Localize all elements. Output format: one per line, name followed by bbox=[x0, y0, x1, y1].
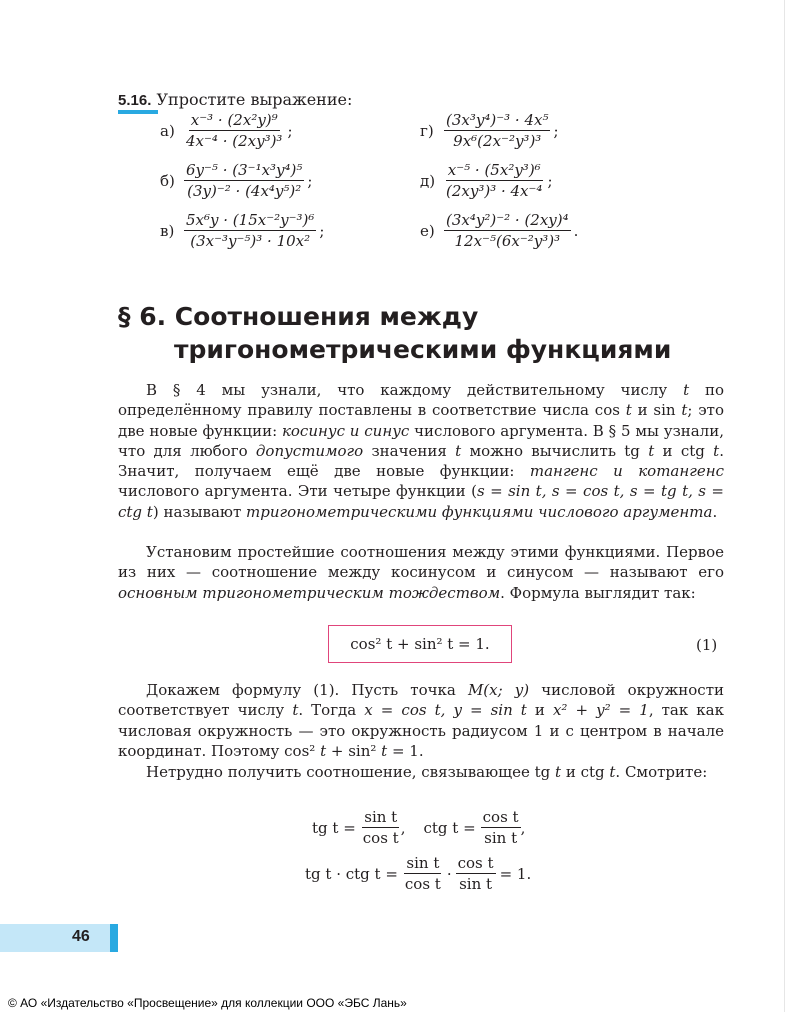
page-edge-line bbox=[784, 0, 785, 1012]
exercise-item-a: а) $\frac{\text{x⁻³ · (2x²y)⁹}}{\text{4x⁻⁴ · (2xy³)³}}$ ; bbox=[160, 111, 293, 150]
exercise-item-e: е) $\frac{\text{(3x⁴y²)⁻² · (2xy)⁴}}{\text{12x⁻⁵(6x⁻²y³)³}}$ . bbox=[420, 211, 579, 250]
formula-box bbox=[328, 625, 512, 663]
fraction-sin-over-cos: $\frac{\text{sin t}}{\text{cos t}}$ bbox=[404, 854, 441, 893]
fraction: $\frac{\text{5x⁶y · (15x⁻²y⁻³)⁶}}{\text{(3x⁻³y⁻⁵)³ · 10x²}}$ bbox=[186, 211, 315, 250]
section-title-line2: тригонометрическими функциями bbox=[174, 335, 672, 364]
formula-number: (1) bbox=[696, 636, 718, 654]
fraction-sin-over-cos: $\frac{\text{sin t}}{\text{cos t}}$ bbox=[362, 808, 399, 847]
fraction: $\frac{\text{6y⁻⁵ · (3⁻¹x³y⁴)⁵}}{\text{(3y)⁻² · (4x⁴y⁵)²}}$ bbox=[186, 161, 303, 200]
fraction-cos-over-sin: $\frac{\text{cos t}}{\text{sin t}}$ bbox=[482, 808, 519, 847]
exercise-header bbox=[118, 90, 352, 109]
page-number-band bbox=[0, 924, 110, 952]
fraction: $\frac{\text{x⁻⁵ · (5x²y³)⁶}}{\text{(2xy³)³ · 4x⁻⁴}}$ bbox=[446, 161, 543, 200]
fraction: $\frac{\text{(3x⁴y²)⁻² · (2xy)⁴}}{\text{12x⁻⁵(6x⁻²y³)³}}$ bbox=[446, 211, 569, 250]
exercise-number: 5.16. bbox=[118, 92, 152, 109]
exercise-item-g: г) $\frac{\text{(3x³y⁴)⁻³ · 4x⁵}}{\text{9x⁶(2x⁻²y³)³}}$ ; bbox=[420, 111, 559, 150]
paragraph-proof: Докажем формулу (1). Пусть точка M(x; y) числовой окружности соответствует числу t. Тогда x = cos t, y = sin t и x² + y² = 1, так как числовая окружность — это окружность радиусом 1 и с центром в начале координат. Поэтому cos² t + sin² t = 1. bbox=[118, 681, 724, 760]
exercise-item-v: в) $\frac{\text{5x⁶y · (15x⁻²y⁻³)⁶}}{\text{(3x⁻³y⁻⁵)³ · 10x²}}$ ; bbox=[160, 211, 325, 250]
exercise-prompt: Упростите выражение: bbox=[156, 90, 353, 109]
copyright-notice: © АО «Издательство «Просвещение» для коллекции ООО «ЭБС Лань» bbox=[8, 996, 407, 1010]
section-title-line1: § 6. Соотношения между bbox=[118, 302, 479, 331]
exercise-item-d: д) $\frac{\text{x⁻⁵ · (5x²y³)⁶}}{\text{(2xy³)³ · 4x⁻⁴}}$ ; bbox=[420, 161, 553, 200]
fraction: $\frac{\text{(3x³y⁴)⁻³ · 4x⁵}}{\text{9x⁶(2x⁻²y³)³}}$ bbox=[446, 111, 549, 150]
display-formula-line2: tg t · ctg t = $\frac{\text{sin t}}{\text{cos t}}$ · $\frac{\text{cos t}}{\text{sin t}}$ = 1. bbox=[305, 854, 532, 893]
page-number: 46 bbox=[72, 928, 90, 945]
fraction: $\frac{\text{x⁻³ · (2x²y)⁹}}{\text{4x⁻⁴ · (2xy³)³}}$ bbox=[186, 111, 283, 150]
paragraph-intro: В § 4 мы узнали, что каждому действительному числу t по определённому правилу поставлены в соответствие числа cos t и sin t; это две новые функции: косинус и синус числового аргумента. В § 5 мы узнали, что для любого допустимого значения t можно вычислить tg t и ctg t. Значит, получаем ещё две новые функции: тангенс и котангенс числового аргумента. Эти четыре функции (s = sin t, s = cos t, s = tg t, s = ctg t) называют тригонометрическими функциями числового аргумента. bbox=[118, 381, 725, 521]
paragraph-tg-ctg: Нетрудно получить соотношение, связывающее tg t и ctg t. Смотрите: bbox=[146, 763, 708, 781]
main-identity-formula: cos² t + sin² t = 1. bbox=[350, 635, 490, 653]
exercise-item-b: б) $\frac{\text{6y⁻⁵ · (3⁻¹x³y⁴)⁵}}{\text{(3y)⁻² · (4x⁴y⁵)²}}$ ; bbox=[160, 161, 313, 200]
exercise-number-underline bbox=[118, 110, 158, 114]
paragraph-identity-intro: Установим простейшие соотношения между этими функциями. Первое из них — соотношение между косинусом и синусом — называют его основным тригонометрическим тождеством. Формула выглядит так: bbox=[118, 543, 724, 602]
fraction-cos-over-sin: $\frac{\text{cos t}}{\text{sin t}}$ bbox=[457, 854, 494, 893]
page-number-accent bbox=[110, 924, 118, 952]
section-title bbox=[118, 300, 671, 366]
display-formula-line1: tg t = $\frac{\text{sin t}}{\text{cos t}}$ , ctg t = $\frac{\text{cos t}}{\text{sin t}}$ , bbox=[312, 808, 526, 847]
